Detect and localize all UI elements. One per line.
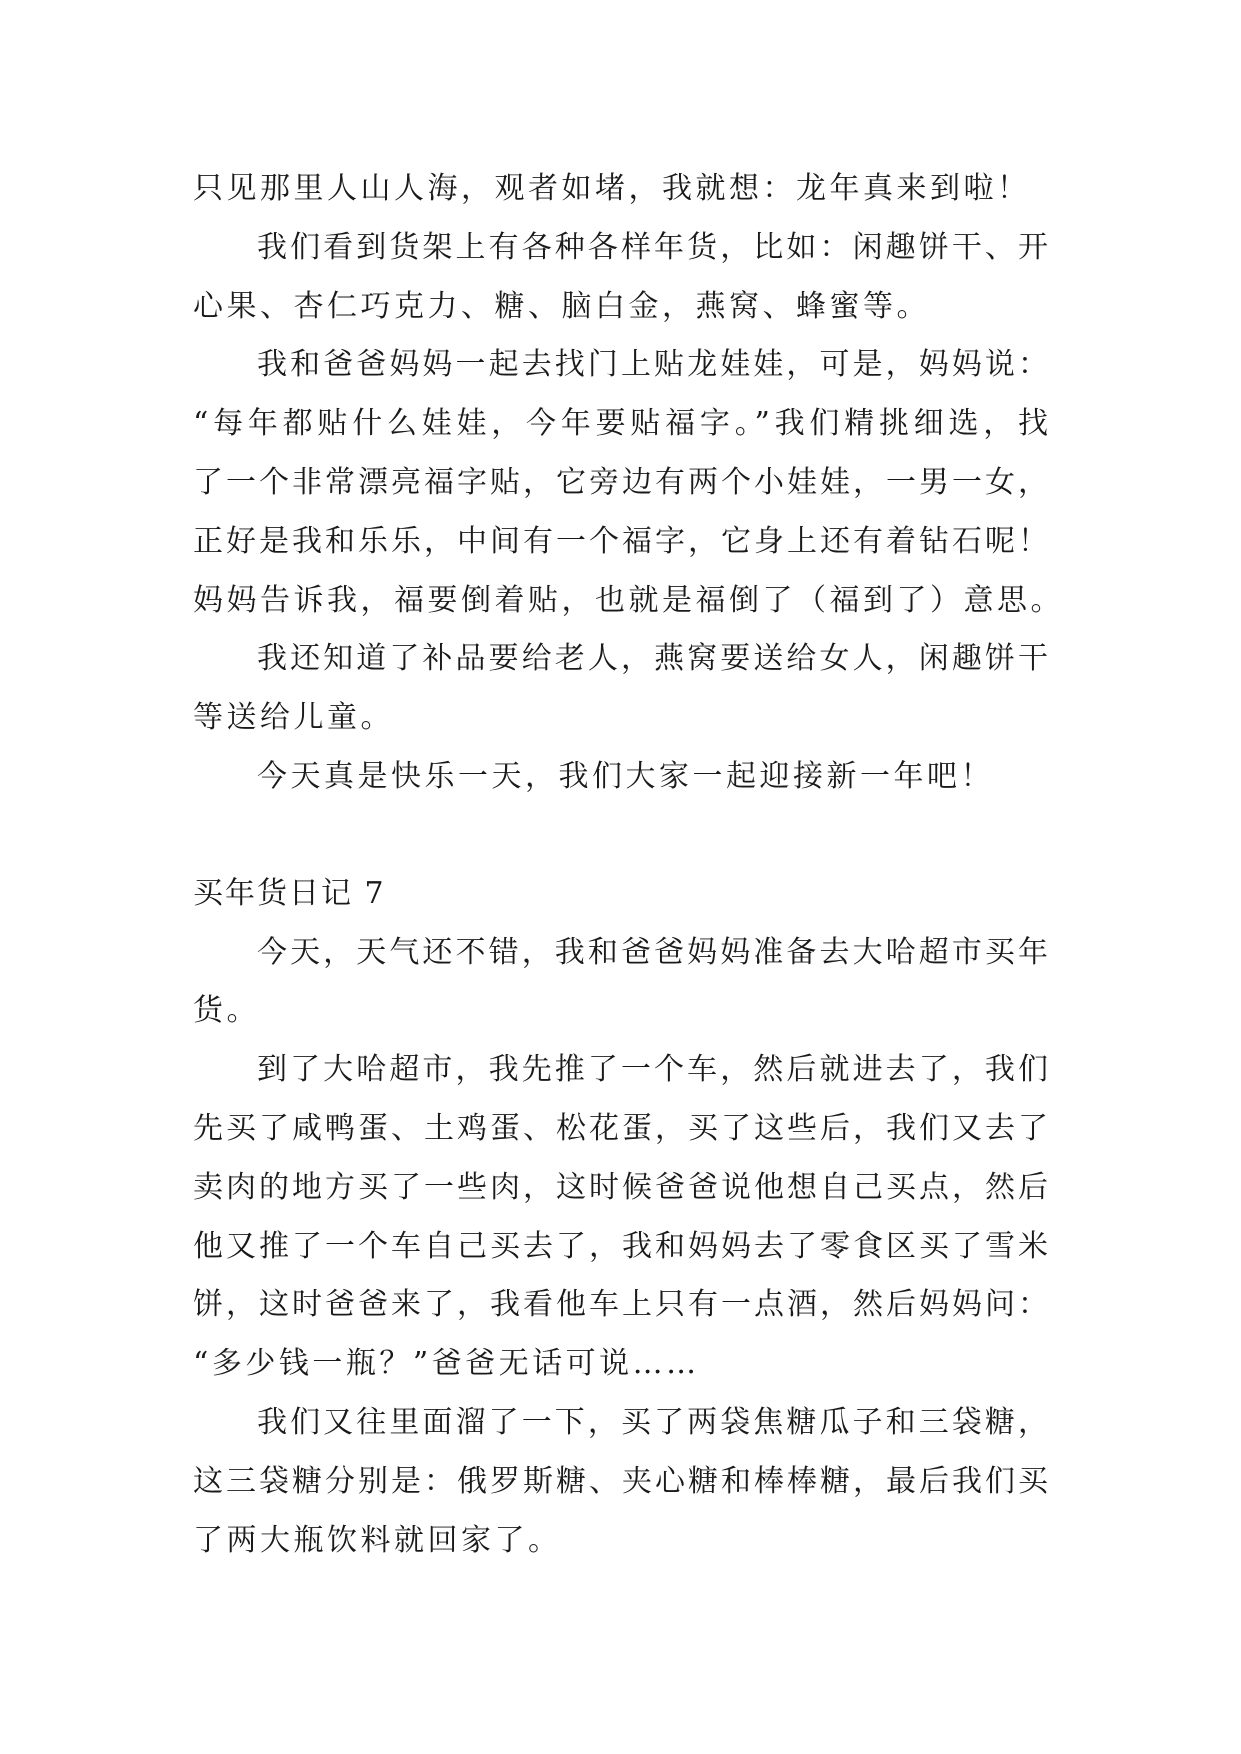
text-line: 正好是我和乐乐，中间有一个福字，它身上还有着钻石呢！	[193, 523, 1049, 559]
paragraph	[193, 1041, 1049, 1394]
paragraph	[193, 1394, 1049, 1570]
text-line: 我和爸爸妈妈一起去找门上贴龙娃娃，可是，妈妈说：	[257, 347, 1049, 383]
paragraph	[193, 336, 1064, 630]
text-line: 妈妈告诉我，福要倒着贴，也就是福倒了（福到了）意思。	[193, 582, 1064, 618]
paragraph	[193, 160, 1049, 219]
text-line: 了两大瓶饮料就回家了。	[193, 1522, 562, 1558]
paragraph	[193, 924, 1049, 1042]
text-line: 今天，天气还不错，我和爸爸妈妈准备去大哈超市买年	[257, 934, 1049, 970]
diary-entry	[193, 865, 1049, 1571]
text-line: 这三袋糖分别是：俄罗斯糖、夹心糖和棒棒糖，最后我们买	[193, 1463, 1049, 1499]
text-line: 等送给儿童。	[193, 700, 394, 736]
text-line: 到了大哈超市，我先推了一个车，然后就进去了，我们	[257, 1052, 1049, 1088]
text-line: “每年都贴什么娃娃，今年要贴福字。”我们精挑细选，找	[193, 406, 1049, 442]
text-line: 我还知道了补品要给老人，燕窝要送给女人，闲趣饼干	[257, 641, 1049, 677]
previous-entry-continuation	[193, 160, 1064, 807]
text-line: 心果、杏仁巧克力、糖、脑白金，燕窝、蜂蜜等。	[193, 288, 930, 324]
entry-heading: 买年货日记 7	[193, 875, 386, 911]
section-spacer	[193, 807, 1049, 865]
text-line: 饼，这时爸爸来了，我看他车上只有一点酒，然后妈妈问：	[193, 1287, 1049, 1323]
text-line: 只见那里人山人海，观者如堵，我就想：龙年真来到啦！	[193, 171, 1031, 206]
text-line: 今天真是快乐一天，我们大家一起迎接新一年吧！	[257, 758, 994, 794]
paragraph	[193, 630, 1049, 748]
text-line: 货。	[193, 993, 260, 1029]
text-line: 先买了咸鸭蛋、土鸡蛋、松花蛋，买了这些后，我们又去了	[193, 1110, 1049, 1146]
paragraph	[193, 748, 1049, 807]
document-page	[193, 160, 1064, 1570]
text-line: 卖肉的地方买了一些肉，这时候爸爸说他想自己买点，然后	[193, 1169, 1049, 1205]
paragraph	[193, 219, 1049, 337]
text-line: 我们看到货架上有各种各样年货，比如：闲趣饼干、开	[257, 229, 1049, 265]
text-line: 他又推了一个车自己买去了，我和妈妈去了零食区买了雪米	[193, 1228, 1049, 1264]
text-line: 我们又往里面溜了一下，买了两袋焦糖瓜子和三袋糖，	[257, 1404, 1049, 1440]
text-line: “多少钱一瓶？”爸爸无话可说……	[193, 1346, 700, 1382]
text-line: 了一个非常漂亮福字贴，它旁边有两个小娃娃，一男一女，	[193, 464, 1049, 500]
